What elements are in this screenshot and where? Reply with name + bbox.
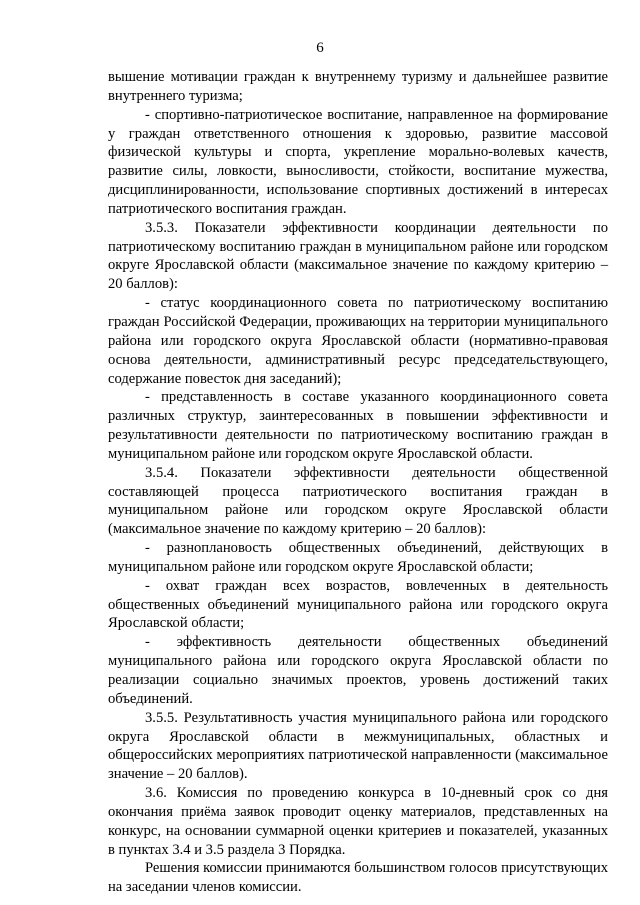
document-body <box>108 68 608 897</box>
paragraph-3-5-3: 3.5.3. Показатели эффективности координации деятельности по патриотическому воспитанию граждан в муниципальном районе или городском округе Ярославской области (максимальное значение по каждому критерию – 20 баллов): <box>108 219 608 293</box>
paragraph-decisions: Решения комиссии принимаются большинством голосов присутствующих на заседании членов комиссии. <box>108 860 608 896</box>
paragraph-3-6: 3.6. Комиссия по проведению конкурса в 10-дневный срок со дня окончания приёма заявок проводит оценку материалов, представленных на конкурс, на основании суммарной оценки критериев и показателей, указанных в пунктах 3.4 и 3.5 раздела 3 Порядка. <box>108 785 608 858</box>
paragraph-effectiveness: - эффективность деятельности общественных объединений муниципального района или городского округа Ярославской области по реализации социально значимых проектов, уровень достижений таких объединений. <box>108 634 608 707</box>
paragraph-council-status: - статус координационного совета по патриотическому воспитанию граждан Российской Федерации, проживающих на территории муниципального района или городского округа Ярославской области (нормативно-правовая основа деятельности, административный ресурс председательствующего, содержание повесток дня заседаний); <box>108 295 608 387</box>
paragraph-continuation: вышение мотивации граждан к внутреннему туризму и дальнейшее развитие внутреннего туризма; <box>108 69 608 104</box>
paragraph-sport-patriotic: - спортивно-патриотическое воспитание, направленное на формирование у граждан ответственного отношения к здоровью, развитие массовой физической культуры и спорта, укрепление морально-волевых качеств, развитие силы, ловкости, выносливости, стойкости, воспитание мужества, дисциплинированности, использование спортивных достижений в интересах патриотического воспитания граждан. <box>108 106 608 217</box>
paragraph-3-5-4: 3.5.4. Показатели эффективности деятельности общественной составляющей процесса патриотического воспитания граждан в муниципальном районе или городском округе Ярославской области (максимальное значение по каждому критерию – 20 баллов): <box>108 464 608 538</box>
paragraph-council-representation: - представленность в составе указанного координационного совета различных структур, заинтересованных в повышении эффективности и результативности деятельности по патриотическому воспитанию граждан в муниципальном районе или городском округе Ярославской области. <box>108 389 608 462</box>
paragraph-3-5-5: 3.5.5. Результативность участия муниципального района или городского округа Ярославской области в межмуниципальных, областных и общероссийских мероприятиях патриотической направленности (максимальное значение – 20 баллов). <box>108 709 608 783</box>
paragraph-coverage: - охват граждан всех возрастов, вовлеченных в деятельность общественных объединений муниципального района или городского округа Ярославской области; <box>108 577 608 632</box>
page-number: 6 <box>316 40 324 56</box>
paragraph-diversity: - разноплановость общественных объединений, действующих в муниципальном районе или городском округе Ярославской области; <box>108 540 608 575</box>
